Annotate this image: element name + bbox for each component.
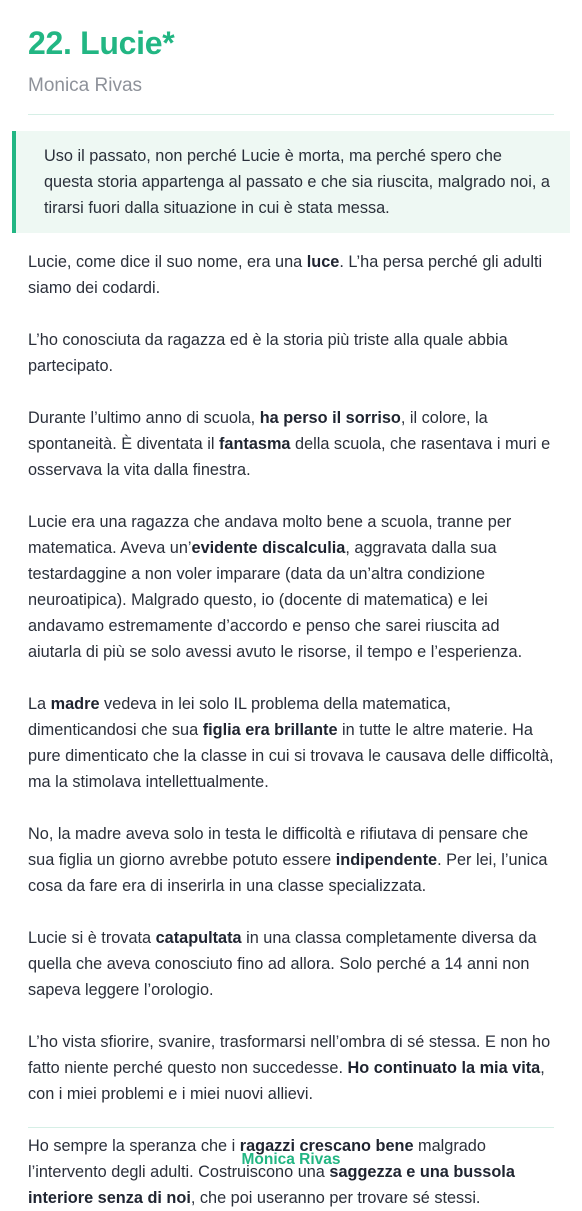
text-run: Lucie si è trovata bbox=[28, 929, 156, 947]
body-paragraph bbox=[28, 925, 554, 1003]
intro-blockquote bbox=[12, 131, 570, 233]
body-paragraph bbox=[28, 405, 554, 483]
bold-phrase: evidente discalculia bbox=[191, 539, 346, 557]
body-paragraph bbox=[28, 1029, 554, 1107]
body-paragraph bbox=[28, 821, 554, 899]
bold-phrase: saggezza e una bussola interiore senza di noi bbox=[28, 1163, 515, 1207]
article-body bbox=[28, 249, 554, 1211]
body-paragraph bbox=[28, 1133, 554, 1211]
body-paragraph bbox=[28, 691, 554, 795]
bold-phrase: indipendente bbox=[335, 851, 438, 869]
text-run: , con i miei problemi e i miei nuovi allievi. bbox=[28, 1059, 545, 1103]
text-run: , aggravata dalla sua testardaggine a non voler imparare (data da un’altra condizione neuroatipica). Malgrado questo, io (docente di matematica) e lei andavamo estremamente d’accordo e penso che sarei riuscita ad aiutarla di più se solo avessi avuto le risorse, il tempo e l’esperienza. bbox=[28, 539, 523, 661]
text-run: . L’ha persa perché gli adulti siamo dei codardi. bbox=[28, 253, 543, 297]
bold-phrase: ragazzi crescano bene bbox=[239, 1137, 414, 1155]
bold-phrase: fantasma bbox=[218, 435, 291, 453]
text-run: L’ho conosciuta da ragazza ed è la storia più triste alla quale abbia partecipato. bbox=[28, 331, 508, 375]
text-run: Durante l’ultimo anno di scuola, bbox=[28, 409, 260, 427]
body-paragraph bbox=[28, 509, 554, 665]
footer-signature: Monica Rivas bbox=[241, 1151, 341, 1168]
text-run: No, la madre aveva solo in testa le difficoltà e rifiutava di pensare che sua figlia un giorno avrebbe potuto essere bbox=[28, 825, 529, 869]
text-run: della scuola, che rasentava i muri e osservava la vita dalla finestra. bbox=[28, 435, 551, 479]
bold-phrase: ha perso il sorriso bbox=[259, 409, 401, 427]
article-author: Monica Rivas bbox=[28, 75, 143, 96]
text-run: L’ho vista sfiorire, svanire, trasformarsi nell’ombra di sé stessa. E non ho fatto niente perché questo non succedesse. bbox=[28, 1033, 551, 1077]
body-paragraph bbox=[28, 327, 554, 379]
bold-phrase: madre bbox=[50, 695, 100, 713]
bold-phrase: Ho continuato la mia vita bbox=[347, 1059, 541, 1077]
header-divider bbox=[28, 114, 554, 115]
bold-phrase: figlia era brillante bbox=[202, 721, 338, 739]
text-run: Ho sempre la speranza che i bbox=[28, 1137, 240, 1155]
bold-phrase: luce bbox=[306, 253, 340, 271]
text-run: Lucie era una ragazza che andava molto bene a scuola, tranne per matematica. Aveva un’ bbox=[28, 513, 512, 557]
intro-quote-text: Uso il passato, non perché Lucie è morta, ma perché spero che questa storia appartenga al passato e che sia riuscita, malgrado noi, a tirarsi fuori dalla situazione in cui è stata messa. bbox=[44, 147, 550, 217]
bold-phrase: catapultata bbox=[155, 929, 242, 947]
text-run: La bbox=[28, 695, 51, 713]
text-run: Lucie, come dice il suo nome, era una bbox=[28, 253, 307, 271]
article-title: 22. Lucie* bbox=[28, 25, 175, 61]
text-run: , il colore, la spontaneità. È diventata il bbox=[28, 409, 488, 453]
text-run: in una classa completamente diversa da quella che aveva conosciuto fino ad allora. Solo perché a 14 anni non sapeva leggere l’orologio. bbox=[28, 929, 537, 999]
body-paragraph bbox=[28, 249, 554, 301]
text-run: in tutte le altre materie. Ha pure dimenticato che la classe in cui si trovava le causava delle difficoltà, ma la stimolava intellettualmente. bbox=[28, 721, 554, 791]
text-run: malgrado l’intervento degli adulti. Costruiscono una bbox=[28, 1137, 486, 1181]
text-run: vedeva in lei solo IL problema della matematica, dimenticandosi che sua bbox=[28, 695, 451, 739]
footer-divider bbox=[28, 1127, 554, 1128]
text-run: , che poi useranno per trovare sé stessi. bbox=[190, 1189, 481, 1207]
text-run: . Per lei, l’unica cosa da fare era di inserirla in una classe specializzata. bbox=[28, 851, 548, 895]
